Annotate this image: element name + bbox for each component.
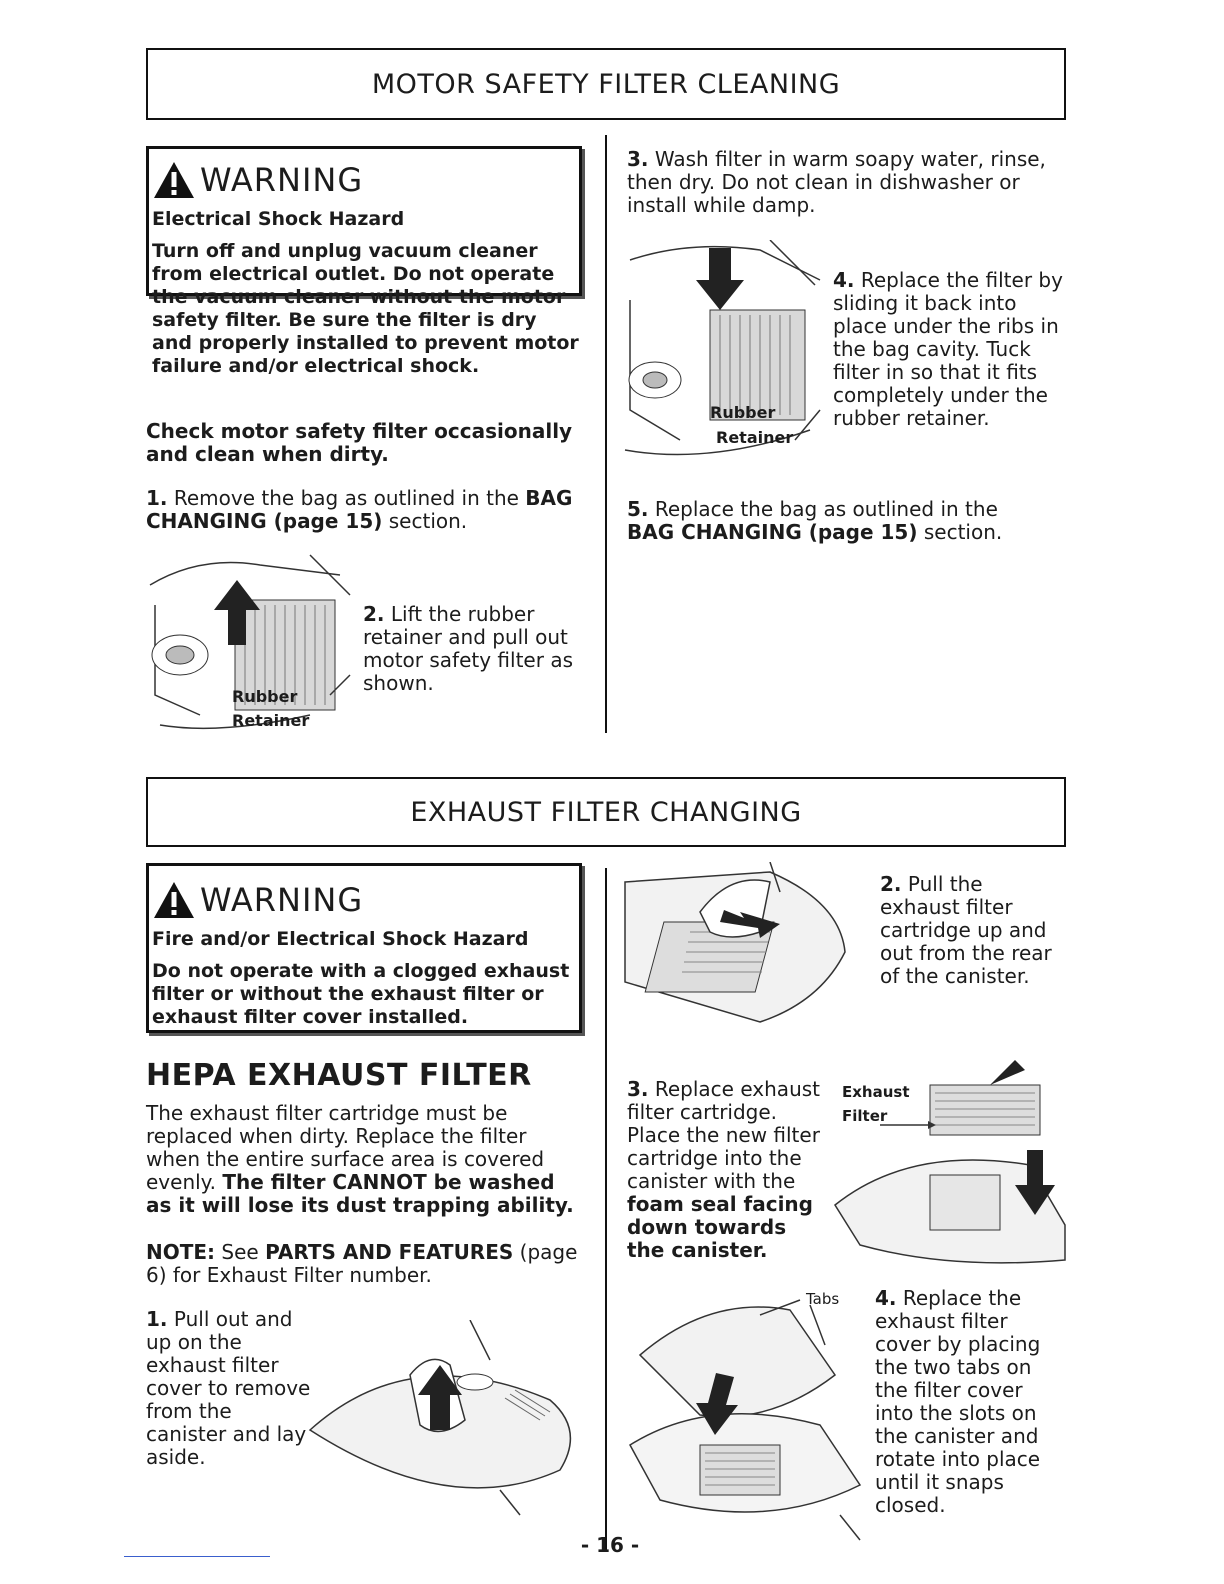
warning-title: WARNING [200, 161, 364, 199]
section-header-motor [146, 48, 1066, 120]
motor-step-5: 5. Replace the bag as outlined in the BAG CHANGING (page 15) section. [627, 497, 1003, 544]
filter-replace-illustration [620, 240, 830, 465]
retainer-label: Retainer [716, 428, 794, 447]
warning-subtitle: Fire and/or Electrical Shock Hazard [152, 928, 529, 950]
exhaust-step-2: 2. Pull the exhaust filter cartridge up and out from the rear of the canister. [880, 872, 1052, 988]
hepa-description: The exhaust filter cartridge must be replaced when dirty. Replace the filter when the entire surface area is covered evenly. The filter CANNOT be washed as it will lose its dust trapping ability. [146, 1101, 574, 1217]
warning-content-exhaust [152, 880, 580, 1029]
warning-triangle-icon [152, 880, 196, 920]
motor-step-4: 4. Replace the filter by sliding it back into place under the ribs in the bag cavity. Tuck filter in so that it fits completely under the rubber retainer. [833, 268, 1063, 430]
warning-body: Do not operate with a clogged exhaust filter or without the exhaust filter or exhaust filter cover installed. [152, 960, 570, 1028]
tabs-label: Tabs [806, 1290, 840, 1308]
rubber-label: Rubber [710, 403, 776, 422]
warning-triangle-icon [152, 160, 196, 200]
warning-body: Turn off and unplug vacuum cleaner from electrical outlet. Do not operate the vacuum cleaner without the motor safety filter. Be sure the filter is dry and properly installed to prevent motor failure and/or electrical shock. [152, 240, 579, 377]
warning-subtitle: Electrical Shock Hazard [152, 208, 405, 230]
column-divider-exhaust [605, 868, 607, 1550]
cartridge-install-illustration [830, 1055, 1070, 1270]
motor-step-2: 2. Lift the rubber retainer and pull out motor safety filter as shown. [363, 602, 573, 695]
footer-line [124, 1556, 270, 1557]
column-divider-motor [605, 135, 607, 733]
section-header-exhaust [146, 777, 1066, 847]
filter-removal-illustration [140, 545, 360, 735]
exhaust-step-4: 4. Replace the exhaust filter cover by placing the two tabs on the filter cover into the slots on the canister and rotate into place until it snaps closed. [875, 1286, 1041, 1517]
warning-content-motor [152, 160, 580, 378]
motor-step-1: 1. Remove the bag as outlined in the BAG CHANGING (page 15) section. [146, 486, 573, 533]
cartridge-removal-illustration [620, 862, 870, 1032]
page-number: - 16 - [580, 1533, 640, 1557]
exhaust-step-3: 3. Replace exhaust filter cartridge. Place the new filter cartridge into the canister with the foam seal facing down towards the canister. [627, 1077, 821, 1262]
filter-label: Filter [842, 1107, 888, 1125]
section-title: EXHAUST FILTER CHANGING [410, 796, 802, 828]
warning-heading [152, 880, 580, 920]
warning-heading [152, 160, 580, 200]
cover-removal-illustration [300, 1320, 590, 1520]
warning-title: WARNING [200, 881, 364, 919]
retainer-label: Retainer [232, 711, 310, 730]
parts-note: NOTE: See PARTS AND FEATURES (page 6) for Exhaust Filter number. [146, 1240, 578, 1287]
exhaust-label: Exhaust [842, 1083, 910, 1101]
exhaust-step-1: 1. Pull out and up on the exhaust filter cover to remove from the canister and lay aside. [146, 1307, 311, 1469]
section-title: MOTOR SAFETY FILTER CLEANING [371, 68, 841, 100]
check-filter-text: Check motor safety filter occasionally and clean when dirty. [146, 419, 573, 466]
motor-step-3: 3. Wash filter in warm soapy water, rinse, then dry. Do not clean in dishwasher or install while damp. [627, 147, 1046, 217]
rubber-label: Rubber [232, 687, 298, 706]
cover-install-illustration [620, 1285, 870, 1550]
hepa-heading: HEPA EXHAUST FILTER [146, 1058, 532, 1093]
